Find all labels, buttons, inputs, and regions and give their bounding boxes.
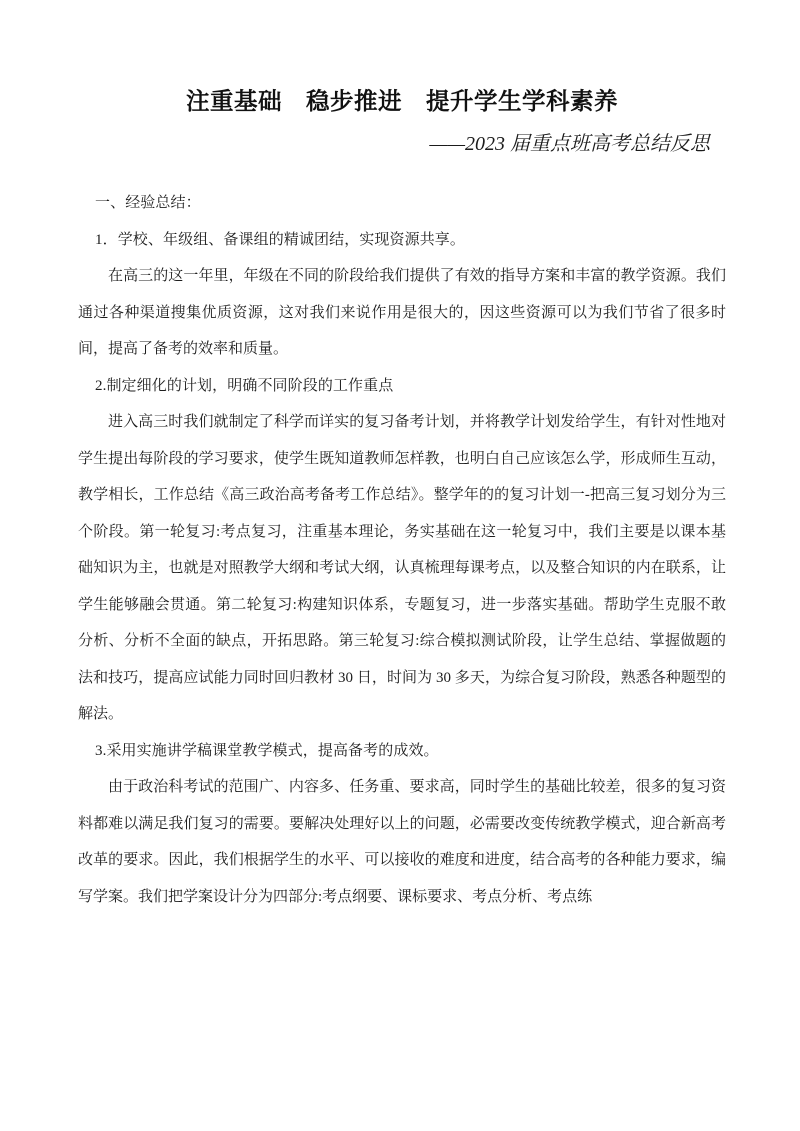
title-block	[78, 0, 726, 159]
page-subtitle: ——2023 届重点班高考总结反思	[429, 133, 710, 156]
point-3-body: 由于政治科考试的范围广、内容多、任务重、要求高，同时学生的基础比较差，很多的复习资料都难以满足我们复习的需要。要解决处理好以上的问题，必需要改变传统教学模式，迎合新高考改革的要求。因此，我们根据学生的水平、可以接收的难度和进度，结合高考的各种能力要求，编写学案。我们把学案设计分为四部分:考点纲要、课标要求、考点分析、考点练	[78, 779, 726, 905]
page-content	[78, 0, 726, 915]
section-heading-experience: 一、经验总结：	[95, 195, 201, 212]
point-2-body: 进入高三时我们就制定了科学而详实的复习备考计划，并将教学计划发给学生，有针对性地对学生提出每阶段的学习要求，使学生既知道教师怎样教，也明白自己应该怎么学，形成师生互动，教学相长，工作总结《高三政治高考备考工作总结》。整学年的的复习计划一-把高三复习划分为三个阶段。第一轮复习:考点复习，注重基本理论，务实基础在这一轮复习中，我们主要是以课本基础知识为主，也就是对照教学大纲和考试大纲，认真梳理每课考点，以及整合知识的内在联系，让学生能够融会贯通。第二轮复习:构建知识体系，专题复习，进一步落实基础。帮助学生克服不敢分析、分析不全面的缺点，开拓思路。第三轮复习:综合模拟测试阶段，让学生总结、掌握做题的法和技巧，提高应试能力同时回归教材 30 日，时间为 30 多天，为综合复习阶段，熟悉各种题型的解法。	[78, 414, 726, 723]
point-3-heading: 3.采用实施讲学稿课堂教学模式，提高备考的成效。	[95, 742, 439, 759]
body-text-block	[78, 185, 726, 915]
page-title: 注重基础 稳步推进 提升学生学科素养	[186, 88, 618, 114]
point-1-heading: 1．学校、年级组、备课组的精诚团结，实现资源共享。	[95, 231, 466, 248]
point-1-body: 在高三的这一年里，年级在不同的阶段给我们提供了有效的指导方案和丰富的教学资源。我们通过各种渠道搜集优质资源，这对我们来说作用是很大的，因这些资源可以为我们节省了很多时间，提高了备考的效率和质量。	[78, 268, 726, 358]
point-2-heading: 2.制定细化的计划，明确不同阶段的工作重点	[95, 377, 394, 394]
